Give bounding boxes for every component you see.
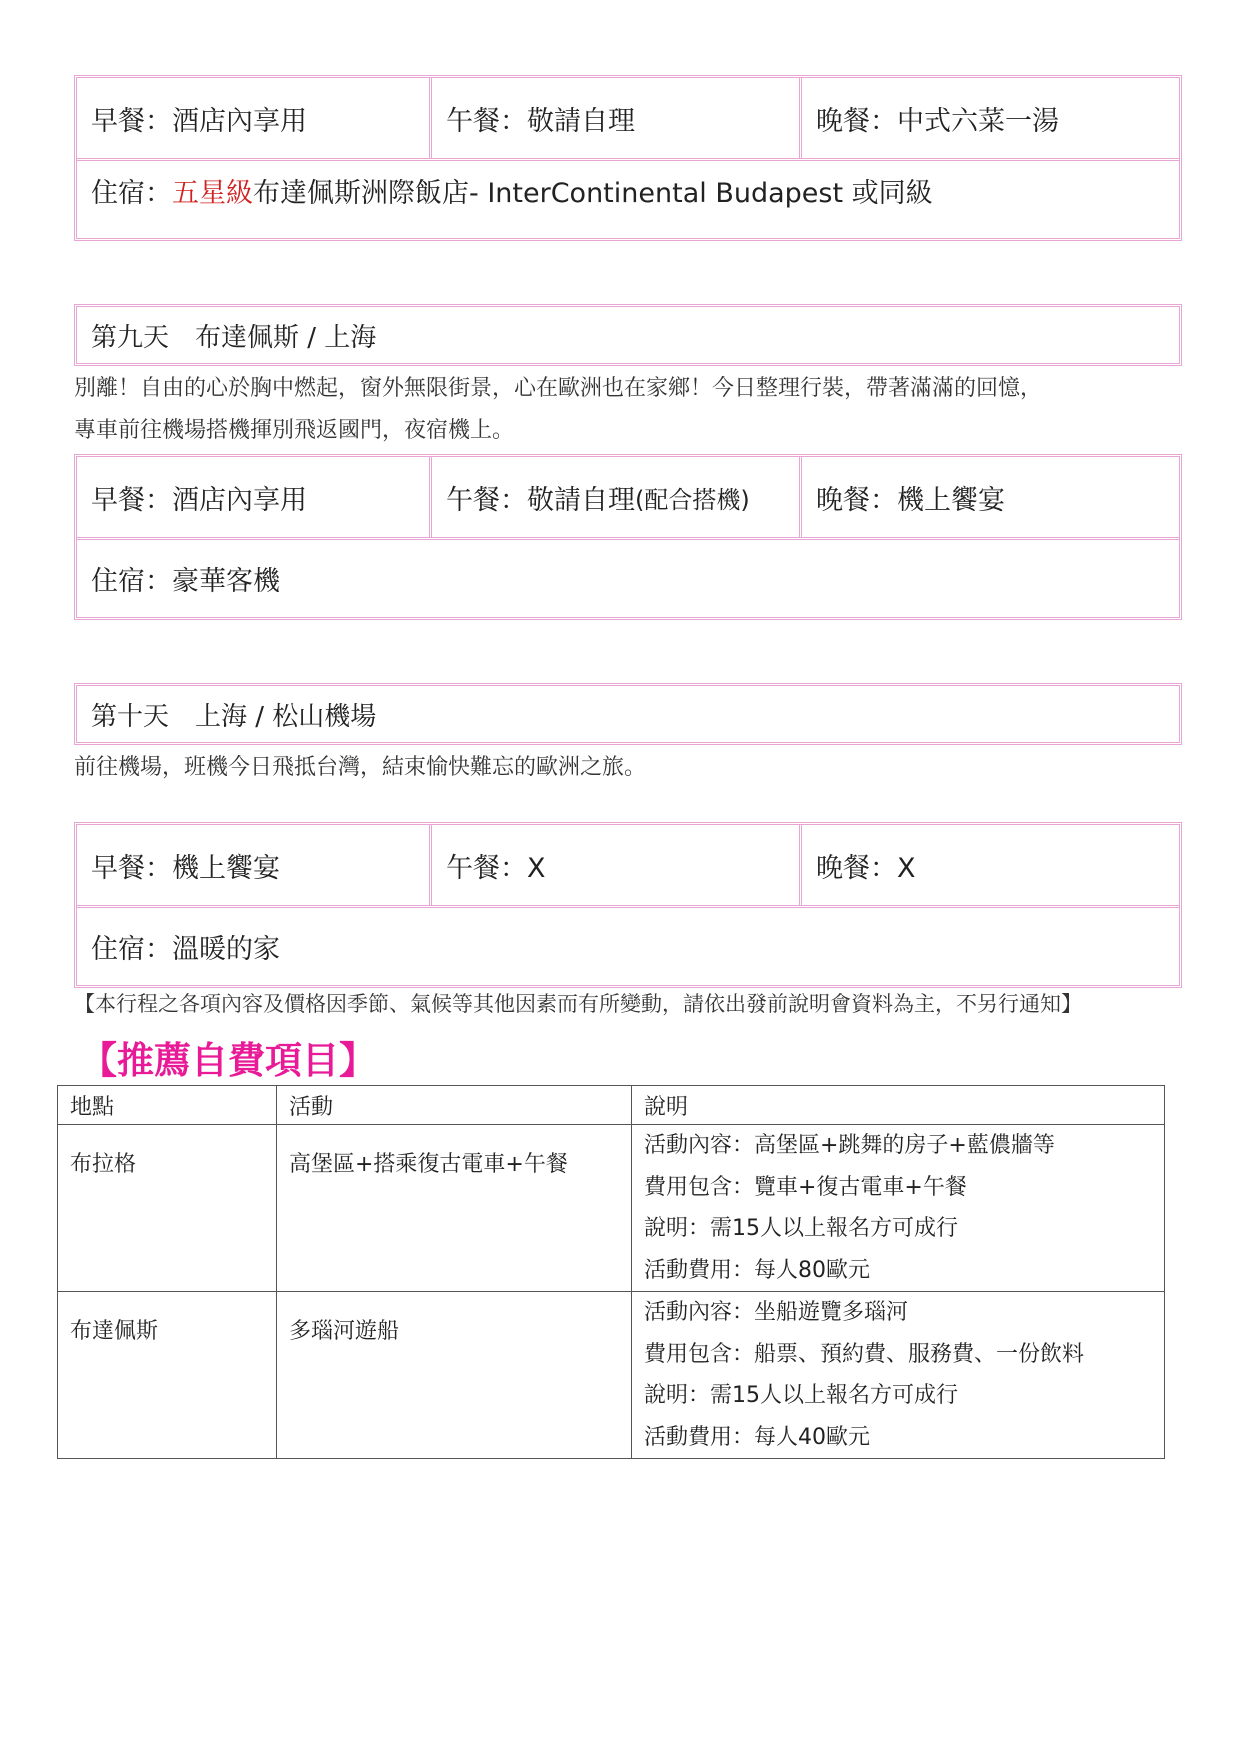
day8-meal-row — [77, 78, 1179, 158]
table-row — [58, 1292, 1165, 1459]
day10-lunch: 午餐：X — [432, 825, 802, 905]
detail-line: 活動費用：每人80歐元 — [644, 1257, 870, 1283]
day8-stay-hotel: 布達佩斯洲際飯店- InterContinental Budapest 或同級 — [253, 178, 933, 209]
row-details — [632, 1292, 1165, 1459]
day10-meal-row — [77, 825, 1179, 905]
itinerary-notice: 【本行程之各項內容及價格因季節、氣候等其他因素而有所變動，請依出發前說明會資料為主，不另行通知】 — [74, 992, 1082, 1016]
day10-meal-table — [74, 822, 1182, 988]
day8-meal-table — [74, 75, 1182, 241]
day10-description: 前往機場，班機今日飛抵台灣，結束愉快難忘的歐洲之旅。 — [74, 755, 647, 780]
day9-meal-row — [77, 457, 1179, 537]
day9-lunch — [432, 457, 802, 537]
row-activity: 高堡區+搭乘復古電車+午餐 — [277, 1125, 632, 1292]
day9-meal-table — [74, 454, 1182, 620]
day9-lunch-note: (配合搭機) — [635, 485, 750, 514]
day10-stay: 住宿：溫暖的家 — [77, 905, 1179, 985]
detail-line: 說明：需15人以上報名方可成行 — [644, 1383, 958, 1408]
day8-breakfast: 早餐：酒店內享用 — [77, 78, 432, 158]
optional-tours-table — [57, 1085, 1165, 1459]
day8-dinner: 晚餐：中式六菜一湯 — [816, 105, 1059, 137]
detail-line: 費用包含：船票、預約費、服務費、一份飲料 — [644, 1341, 1085, 1367]
day8-lunch: 午餐：敬請自理 — [432, 78, 802, 158]
detail-line: 費用包含：覽車+復古電車+午餐 — [644, 1174, 967, 1200]
day9-lunch-label: 午餐：敬請自理 — [446, 484, 635, 516]
row-location: 布達佩斯 — [58, 1292, 277, 1459]
day9-title: 第九天 布達佩斯 / 上海 — [74, 304, 1182, 366]
detail-line: 活動內容：坐船遊覽多瑙河 — [644, 1300, 909, 1325]
day9-desc-line1: 別離！自由的心於胸中燃起，窗外無限街景，心在歐洲也在家鄉！今日整理行裝，帶著滿滿的回憶， — [74, 376, 1043, 401]
row-details — [632, 1125, 1165, 1292]
day10-dinner: 晚餐：X — [816, 852, 916, 884]
day9-description — [74, 368, 1184, 452]
col-header-activity: 活動 — [277, 1086, 632, 1125]
day10-title: 第十天 上海 / 松山機場 — [74, 683, 1182, 745]
detail-line: 活動費用：每人40歐元 — [644, 1424, 870, 1450]
optional-tours-heading: 【推薦自費項目】 — [80, 1039, 376, 1082]
day8-stay-highlight: 五星級 — [172, 178, 253, 209]
day8-stay-prefix: 住宿： — [91, 178, 172, 209]
day9-breakfast: 早餐：酒店內享用 — [77, 457, 432, 537]
detail-line: 活動內容：高堡區+跳舞的房子+藍儂牆等 — [644, 1133, 1055, 1158]
row-location: 布拉格 — [58, 1125, 277, 1292]
day9-dinner: 晚餐：機上饗宴 — [816, 484, 1005, 516]
day9-stay: 住宿：豪華客機 — [77, 537, 1179, 617]
table-header-row — [58, 1086, 1165, 1125]
day8-stay — [77, 158, 1179, 238]
table-row — [58, 1125, 1165, 1292]
col-header-location: 地點 — [58, 1086, 277, 1125]
row-activity: 多瑙河遊船 — [277, 1292, 632, 1459]
day10-breakfast: 早餐：機上饗宴 — [77, 825, 432, 905]
detail-line: 說明：需15人以上報名方可成行 — [644, 1216, 958, 1241]
col-header-details: 說明 — [632, 1086, 1165, 1125]
day9-desc-line2: 專車前往機場搭機揮別飛返國門，夜宿機上。 — [74, 418, 515, 443]
